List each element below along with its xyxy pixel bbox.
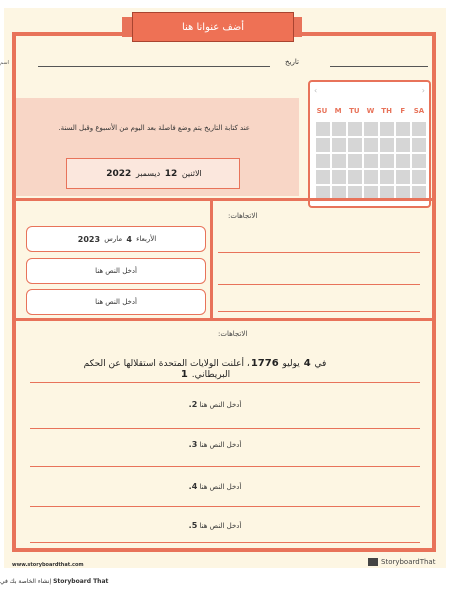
text-entry-placeholder: أدخل النص هنا [95, 298, 137, 306]
numbered-entry[interactable] [150, 400, 280, 409]
calendar-day-cell[interactable] [380, 122, 394, 136]
section-divider-top [16, 198, 432, 201]
text-entry-pill[interactable] [26, 258, 206, 284]
answer-line[interactable] [30, 506, 420, 507]
numbered-entry[interactable] [150, 482, 280, 491]
numbered-entry[interactable] [150, 521, 280, 530]
answer-line[interactable] [30, 466, 420, 467]
calendar-day-cell[interactable] [412, 122, 426, 136]
sentence-year: 1776 [250, 358, 279, 369]
example-month: ديسمبر [135, 169, 161, 178]
calendar-day-cell[interactable] [364, 138, 378, 152]
logo-icon [368, 558, 378, 566]
name-line[interactable] [38, 66, 270, 67]
answer-line[interactable] [30, 428, 420, 429]
date-label: تاريخ [285, 58, 299, 66]
item1-month: مارس [104, 235, 123, 243]
calendar-day-cell[interactable] [332, 138, 346, 152]
sentence-number: 4 [303, 358, 311, 369]
instruction-text: عند كتابة التاريخ يتم وضع فاصلة بعد اليوم من الأسبوع وقبل السنة. [58, 124, 250, 132]
item1-day: الأربعاء [136, 235, 157, 243]
calendar-day-cell[interactable] [380, 170, 394, 184]
entry-number: 5. [188, 521, 198, 530]
calendar-day-cell[interactable] [316, 170, 330, 184]
calendar-day-cell[interactable] [348, 170, 362, 184]
calendar-day-cell[interactable] [396, 122, 410, 136]
example-date-box [66, 158, 240, 189]
calendar-day-cell[interactable] [396, 138, 410, 152]
example-year: 2022 [106, 168, 132, 179]
answer-line[interactable] [30, 542, 420, 543]
answer-line[interactable] [218, 311, 420, 312]
numbered-entry[interactable] [150, 440, 280, 449]
calendar-day-cell[interactable] [332, 154, 346, 168]
answer-line[interactable] [30, 382, 420, 383]
entry-placeholder: أدخل النص هنا [199, 483, 242, 491]
calendar-day-cell[interactable] [332, 122, 346, 136]
calendar-day-cell[interactable] [364, 122, 378, 136]
example-number: 12 [164, 168, 178, 179]
weekday-label: SU [316, 107, 328, 115]
calendar-prev-icon[interactable]: ‹ [314, 86, 318, 95]
footer-url[interactable]: www.storyboardthat.com [12, 562, 84, 568]
calendar-day-cell[interactable] [364, 170, 378, 184]
calendar-day-cell[interactable] [412, 170, 426, 184]
calendar-day-cell[interactable] [348, 154, 362, 168]
calendar-day-cell[interactable] [316, 122, 330, 136]
calendar-day-cell[interactable] [396, 154, 410, 168]
text-entry-pill[interactable] [26, 289, 206, 315]
calendar-day-cell[interactable] [316, 154, 330, 168]
entry-placeholder: أدخل النص هنا [199, 441, 242, 449]
entry-number: 4. [188, 482, 198, 491]
section2-label: الاتجاهات: [218, 330, 248, 338]
sentence-rest: ، أعلنت الولايات المتحدة استقلالها عن الحكم البريطاني. [83, 359, 250, 380]
example-date-pill [26, 226, 206, 252]
sentence-index: 1 [180, 369, 188, 380]
section-divider-vertical [210, 200, 213, 318]
section-divider-middle [16, 318, 432, 321]
calendar-grid [316, 122, 426, 200]
calendar-header [310, 82, 429, 102]
text-entry-placeholder: أدخل النص هنا [95, 267, 137, 275]
calendar-day-cell[interactable] [332, 170, 346, 184]
weekday-label: SA [413, 107, 425, 115]
name-label: اسم [0, 60, 9, 66]
item1-number: 4 [126, 234, 132, 244]
calendar-next-icon[interactable]: › [421, 86, 425, 95]
section1-label: الاتجاهات: [228, 212, 258, 220]
answer-line[interactable] [218, 284, 420, 285]
item1-year: 2023 [77, 234, 101, 244]
sentence-prefix: في [314, 359, 327, 369]
entry-number: 2. [188, 400, 198, 409]
title-banner[interactable] [132, 12, 294, 42]
calendar-day-cell[interactable] [348, 122, 362, 136]
entry-placeholder: أدخل النص هنا [199, 522, 242, 530]
calendar-day-cell[interactable] [348, 138, 362, 152]
weekday-label: TU [349, 107, 360, 115]
weekday-label: F [400, 107, 406, 115]
bottom-credit-brand: Storyboard That [53, 578, 109, 585]
calendar-weekdays [314, 107, 427, 115]
calendar-day-cell[interactable] [316, 138, 330, 152]
bottom-credit[interactable] [0, 578, 108, 585]
storyboardthat-logo[interactable] [368, 558, 435, 566]
title-placeholder: أضف عنوانا هنا [181, 21, 245, 33]
calendar-widget [308, 80, 431, 208]
weekday-label: TH [381, 107, 392, 115]
calendar-day-cell[interactable] [396, 170, 410, 184]
calendar-day-cell[interactable] [380, 154, 394, 168]
calendar-day-cell[interactable] [412, 138, 426, 152]
sentence-month: يوليو [282, 359, 300, 369]
example-day: الاثنين [181, 169, 202, 178]
entry-number: 3. [188, 440, 198, 449]
weekday-label: M [334, 107, 342, 115]
answer-line[interactable] [218, 252, 420, 253]
weekday-label: W [366, 107, 375, 115]
logo-text: StoryboardThat [381, 558, 436, 566]
example-sentence [60, 358, 350, 380]
calendar-day-cell[interactable] [380, 138, 394, 152]
entry-placeholder: أدخل النص هنا [199, 401, 242, 409]
bottom-credit-text: إنشاء الخاصة بك في [0, 578, 52, 585]
date-line[interactable] [330, 66, 428, 67]
calendar-day-cell[interactable] [364, 154, 378, 168]
calendar-day-cell[interactable] [412, 154, 426, 168]
